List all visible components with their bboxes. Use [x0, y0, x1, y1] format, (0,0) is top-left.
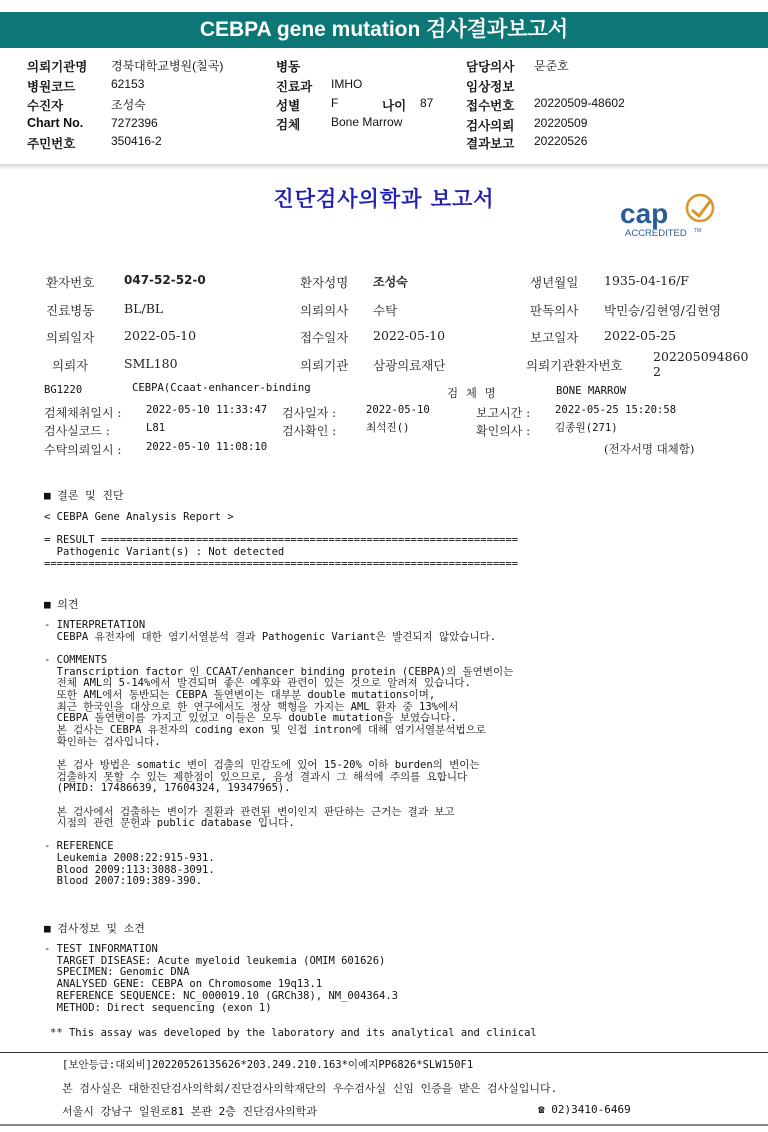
label-result-date: 결과보고 [466, 137, 515, 151]
label-attending-doctor: 담당의사 [466, 60, 515, 74]
value-collected: 2022-05-10 11:33:47 [146, 404, 268, 416]
footer-divider [0, 1052, 768, 1053]
label-patient-no: 환자번호 [46, 275, 95, 290]
value-requester: SML180 [124, 356, 178, 371]
label-ward-code: 진료병동 [46, 303, 95, 318]
label-confirmed: 검사확인 : [282, 424, 337, 438]
cap-logo-tm: TM [694, 228, 702, 234]
value-lab-code: L81 [146, 422, 166, 434]
label-confirm-doctor: 확인의사 : [476, 424, 531, 438]
section-opinion-heading: ■ 의견 [44, 598, 79, 611]
value-request-time: 2022-05-10 11:08:10 [146, 441, 268, 453]
value-patient-no: 047-52-52-0 [124, 273, 206, 287]
value-org-patient-no-cont: 2 [653, 364, 661, 379]
report-banner-title: CEBPA gene mutation 검사결과보고서 [0, 12, 768, 48]
value-confirmed: 최석진() [366, 422, 410, 434]
label-org-patient-no: 의뢰기관환자번호 [526, 358, 623, 373]
value-patient: 조성숙 [111, 98, 146, 112]
report-title: 진단검사의학과 보고서 [273, 187, 495, 211]
cap-accredited-logo [618, 192, 718, 242]
value-sex: F [331, 96, 339, 110]
footer-phone: ☎ 02)3410-6469 [538, 1103, 631, 1116]
value-report-date: 2022-05-25 [604, 328, 677, 343]
label-lab-code: 검사실코드 : [44, 424, 110, 438]
label-request-date: 검사의뢰 [466, 119, 515, 133]
value-requesting-institution: 경북대학교병원(칠곡) [111, 59, 224, 73]
footer-address: 서울시 강남구 일원로81 본관 2층 진단검사의학과 [62, 1105, 317, 1118]
section-info-heading: ■ 검사정보 및 소견 [44, 922, 145, 935]
label-chart-no: Chart No. [27, 116, 84, 130]
value-hospital-code: 62153 [111, 77, 145, 91]
label-sex: 성별 [276, 99, 301, 113]
label-accession-no: 접수번호 [466, 99, 515, 113]
label-collected: 검체채취일시 : [44, 406, 122, 420]
value-result-date: 20220526 [534, 134, 588, 148]
value-org-patient-no: 202205094860 [653, 349, 749, 364]
label-report-date: 보고일자 [530, 330, 579, 345]
value-accession-no: 20220509-48602 [534, 96, 625, 110]
value-department: IMHO [331, 77, 363, 91]
label-age: 나이 [382, 99, 407, 113]
label-request-time: 수탁의뢰일시 : [44, 443, 122, 457]
value-attending-doctor: 문준호 [534, 59, 569, 73]
value-reported: 2022-05-25 15:20:58 [555, 404, 677, 416]
label-patient-name: 환자성명 [300, 275, 349, 290]
label-ordering-doctor: 의뢰의사 [300, 303, 349, 318]
value-resident-no: 350416-2 [111, 134, 162, 148]
opinion-block: - INTERPRETATION CEBPA 유전자에 대한 염기서열분석 결과 Pathogenic Variant은 발견되지 않았습니다. - COMMENTS Transcription factor 인 CCAAT/enhancer binding protein (CEBPA)의 돌연변이는 전체 AML의 5-14%에서 발견되며 좋은 예후와 관련이 있는 것으로 알려져 있습니다. 또한 AML에서 동반되는 CEBPA 돌연변이는 대부분 double mutations이며, 최근 한국인을 대상으로 한 연구에서도 정상 핵형을 가지는 AML 환자 중 13%에서 CEBPA 돌연변이를 가지고 있었고 이들은 모두 double mutation을 보였습니다. 본 검사는 CEBPA 유전자의 coding exon 및 인접 intron에 대해 염기서열분석법으로 확인하는 검사입니다. 본 검사 방법은 somatic 변이 검출의 민감도에 있어 15-20% 이하 burden의 변이는 검출하지 못할 수 있는 제한점이 있으므로, 음성 결과시 그 해석에 주의를 요합니다 (PMID: 17486639, 17604324, 19347965). 본 검사에서 검출하는 변이가 질환과 관련된 변이인지 판단하는 근거는 결과 보고 시점의 관련 문헌과 public database 입니다. - REFERENCE Leukemia 2008:22:915-931. Blood 2009:113:3088-3091. Blood 2007:109:389-390. [44, 619, 514, 888]
footer-certification: 본 검사실은 대한진단검사의학회/진단검사의학재단의 우수검사실 신임 인증을 받은 검사실입니다. [62, 1082, 558, 1095]
label-specimen: 검체 [276, 118, 301, 132]
value-confirm-doctor: 김종원(271) [555, 422, 618, 434]
section-result-heading: ■ 결론 및 진단 [44, 489, 124, 502]
label-receipt-date: 접수일자 [300, 330, 349, 345]
label-clinical-info: 임상정보 [466, 80, 515, 94]
value-reading-doctors: 박민승/김현영/김현영 [604, 303, 722, 318]
cap-logo-sub: ACCREDITED [625, 228, 687, 239]
cap-logo-word: cap [620, 198, 669, 229]
label-specimen-name: 검 체 명 [447, 386, 498, 400]
value-chart-no: 7272396 [111, 116, 158, 130]
cap-logo-icon [618, 192, 718, 242]
header-divider [0, 164, 768, 170]
value-requesting-org: 삼광의료재단 [373, 358, 446, 373]
label-order-date: 의뢰일자 [46, 330, 95, 345]
value-order-date: 2022-05-10 [124, 328, 197, 343]
test-name: CEBPA(Ccaat-enhancer-binding [132, 382, 311, 394]
value-request-date: 20220509 [534, 116, 588, 130]
label-department: 진료과 [276, 80, 313, 94]
label-requesting-institution: 의뢰기관명 [27, 60, 88, 74]
footer-bottom-rule [0, 1124, 768, 1126]
value-tested: 2022-05-10 [366, 404, 430, 416]
cap-logo-check [692, 200, 711, 216]
info-block: - TEST INFORMATION TARGET DISEASE: Acute myeloid leukemia (OMIM 601626) SPECIMEN: Genomic DNA ANALYSED GENE: CEBPA on Chromosome 19q13.1 REFERENCE SEQUENCE: NC_000019.10 (GRCh38), NM_004364.3 METHOD: Direct sequencing (exon 1) [44, 943, 399, 1014]
value-age: 87 [420, 96, 434, 110]
label-birthdate: 생년월일 [530, 275, 579, 290]
label-ward: 병동 [276, 60, 301, 74]
label-reading-doctors: 판독의사 [530, 303, 579, 318]
value-ordering-doctor: 수탁 [373, 303, 398, 318]
label-patient: 수진자 [27, 99, 64, 113]
value-receipt-date: 2022-05-10 [373, 328, 446, 343]
result-block: < CEBPA Gene Analysis Report > = RESULT ================================================================== Pathogenic Variant(s) : Not detected =========================================================================== [44, 511, 519, 570]
label-resident-no: 주민번호 [27, 137, 76, 151]
signature-note: (전자서명 대체함) [604, 442, 695, 456]
label-reported: 보고시간 : [476, 406, 531, 420]
value-patient-name: 조성숙 [373, 275, 408, 289]
assay-note: ** This assay was developed by the laboratory and its analytical and clinical [50, 1027, 537, 1039]
value-specimen: Bone Marrow [331, 115, 403, 129]
value-birthdate: 1935-04-16/F [604, 273, 689, 288]
label-tested: 검사일자 : [282, 406, 337, 420]
label-requesting-org: 의뢰기관 [300, 358, 349, 373]
label-hospital-code: 병원코드 [27, 80, 76, 94]
label-requester: 의뢰자 [52, 358, 89, 373]
test-code: BG1220 [44, 384, 83, 396]
footer-security: [보안등급:대외비]20220526135626*203.249.210.163*이예지PP6826*SLW150F1 [62, 1059, 474, 1071]
value-ward-code: BL/BL [124, 301, 164, 316]
value-specimen-name: BONE MARROW [556, 385, 627, 397]
